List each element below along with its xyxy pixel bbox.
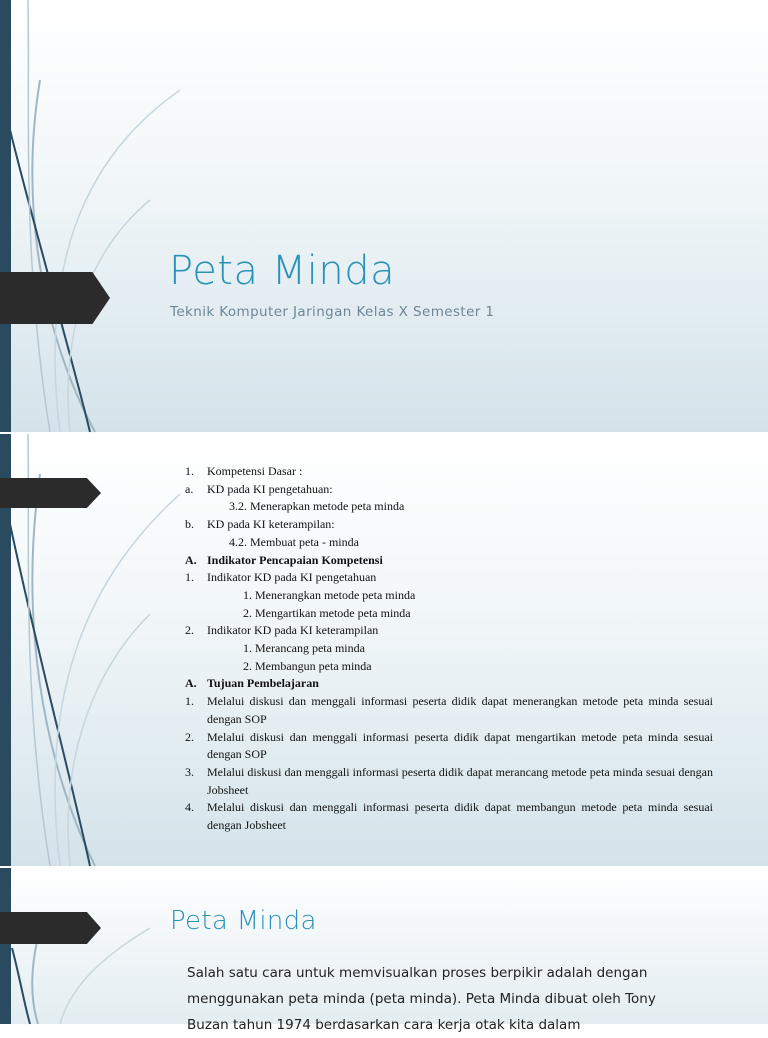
list-item-text: 1. Merancang peta minda (243, 641, 365, 656)
list-item-number: 3. (185, 764, 194, 779)
list-item-text: Melalui diskusi dan menggali informasi peserta didik dapat menerangkan metode peta minda sesuai dengan SOP (207, 694, 713, 726)
list-item (185, 799, 713, 834)
list-item (185, 481, 713, 499)
list-item-text: Melalui diskusi dan menggali informasi peserta didik dapat mengartikan metode peta minda sesuai dengan SOP (207, 729, 713, 762)
list-item (185, 534, 713, 552)
list-item (185, 693, 713, 728)
list-item-text: Kompetensi Dasar : (207, 464, 303, 478)
arrow-tab (0, 478, 101, 508)
list-item (185, 498, 713, 516)
list-item-number: A. (185, 676, 197, 691)
list-item (185, 587, 713, 605)
list-item-number: 1. (185, 464, 194, 478)
list-item (185, 640, 713, 658)
list-item-text: KD pada KI pengetahuan: (207, 481, 333, 496)
list-item-text: 2. Mengartikan metode peta minda (243, 605, 411, 620)
list-item-text: Indikator Pencapaian Kompetensi (207, 552, 383, 567)
list-item-number: 1. (185, 570, 194, 585)
list-item (185, 764, 713, 799)
list-item-number: b. (185, 517, 194, 532)
list-item (185, 675, 713, 693)
list-item (185, 605, 713, 623)
list-item-text: Melalui diskusi dan menggali informasi peserta didik dapat membangun metode peta minda sesuai dengan Jobsheet (207, 800, 713, 833)
slide-subtitle: Teknik Komputer Jaringan Kelas X Semester 1 (170, 304, 495, 320)
arrow-tab (0, 912, 101, 944)
list-item (185, 729, 713, 764)
swirl-decoration (0, 0, 200, 432)
list-item (185, 569, 713, 587)
competency-list (185, 463, 713, 835)
list-item-text: Tujuan Pembelajaran (207, 676, 319, 691)
list-item (185, 516, 713, 534)
slide-title[interactable] (0, 0, 768, 432)
list-item-text: Indikator KD pada KI keterampilan (207, 623, 379, 638)
list-item-text: 2. Membangun peta minda (243, 658, 372, 673)
section-heading: Peta Minda (170, 906, 317, 936)
list-item (185, 658, 713, 676)
list-item-number: 2. (185, 729, 194, 744)
list-item-number: 4. (185, 800, 194, 815)
list-item-number: A. (185, 552, 197, 567)
list-item-number: 2. (185, 623, 194, 638)
list-item-text: KD pada KI keterampilan: (207, 517, 335, 532)
list-item (185, 552, 713, 570)
list-item-text: Melalui diskusi dan menggali informasi peserta didik dapat merancang metode peta minda sesuai dengan Jobsheet (207, 764, 713, 797)
list-item-number: 1. (185, 694, 194, 709)
definition-paragraph: Salah satu cara untuk memvisualkan proses berpikir adalah dengan menggunakan peta minda (peta minda). Peta Minda dibuat oleh Tony Buzan tahun 1974 berdasarkan cara kerja otak kita dalam (187, 965, 656, 1033)
arrow-tab (0, 272, 110, 324)
list-item-text: Indikator KD pada KI pengetahuan (207, 570, 377, 585)
list-item-number: a. (185, 481, 194, 496)
swirl-decoration (0, 868, 200, 1024)
list-item-text: 3.2. Menerapkan metode peta minda (229, 499, 405, 514)
list-item-text: 4.2. Membuat peta - minda (229, 534, 359, 549)
list-item (185, 622, 713, 640)
list-item-text: 1. Menerangkan metode peta minda (243, 587, 416, 602)
list-item (185, 463, 713, 481)
slide-title-heading: Peta Minda (169, 248, 396, 294)
